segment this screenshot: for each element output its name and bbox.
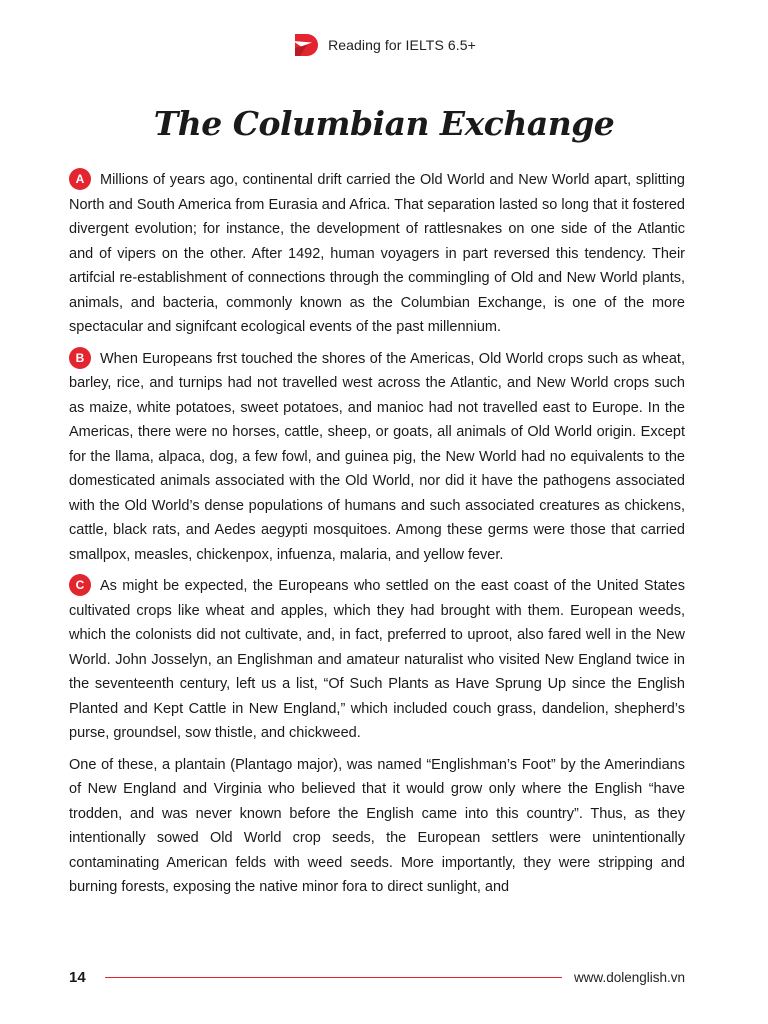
paragraph-b [69,347,685,568]
brand-logo-icon [292,31,320,59]
paragraph-c [69,574,685,746]
footer-divider [105,977,562,978]
page-footer [69,966,685,988]
paragraph-a [69,168,685,340]
article-body [69,168,685,907]
header-title: Reading for IELTS 6.5+ [328,37,476,53]
paragraph-label-c: C [69,574,91,596]
paragraph-label-a: A [69,168,91,190]
website-link[interactable]: www.dolenglish.vn [573,969,685,985]
paragraph-label-b: B [69,347,91,369]
paragraph-text: Millions of years ago, continental drift carried the Old World and New World apart, splitting North and South America from Eurasia and Africa. That separation lasted so long that it fostered divergent evolution; for instance, the development of rattlesnakes on one side of the Atlantic and of vipers on the other. After 1492, human voyagers in part reversed this tendency. Their artifcial re-establishment of connections through the commingling of Old and New World plants, animals, and bacteria, commonly known as the Columbian Exchange, is one of the more spectacular and signifcant ecological events of the past millennium. [69,172,685,335]
paragraph-c-continued [69,753,685,900]
page-header [0,30,768,60]
page-number: 14 [69,968,86,986]
paragraph-text: One of these, a plantain (Plantago major), was named “Englishman’s Foot” by the Amerindians of New England and Virginia who believed that it would grow only where the English “have trodden, and was never known before the English came into this country”. Thus, as they intentionally sowed Old World crop seeds, the European settlers were unintentionally contaminating American felds with weed seeds. More importantly, they were stripping and burning forests, exposing the native minor fora to direct sunlight, and [69,756,685,895]
paragraph-text: When Europeans frst touched the shores of the Americas, Old World crops such as wheat, barley, rice, and turnips had not travelled west across the Atlantic, and New World crops such as maize, white potatoes, sweet potatoes, and manioc had not travelled east to Europe. In the Americas, there were no horses, cattle, sheep, or goats, all animals of Old World origin. Except for the llama, alpaca, dog, a few fowl, and guinea pig, the New World had no equivalents to the domesticated animals associated with the Old World, nor did it have the pathogens associated with the Old World’s dense populations of humans and such associated creatures as chickens, cattle, black rats, and Aedes aegypti mosquitoes. Among these germs were those that carried smallpox, measles, chickenpox, infuenza, malaria, and yellow fever. [69,350,685,563]
paragraph-text: As might be expected, the Europeans who settled on the east coast of the United States cultivated crops like wheat and apples, which they had brought with them. European weeds, which the colonists did not cultivate, and, in fact, preferred to uproot, also fared well in the New World. John Josselyn, an Englishman and amateur naturalist who visited New England twice in the seventeenth century, left us a list, “Of Such Plants as Have Sprung Up since the English Planted and Kept Cattle in New England,” which included couch grass, dandelion, shepherd’s purse, groundsel, sow thistle, and chickweed. [69,578,685,741]
article-title: The Columbian Exchange [153,104,615,143]
